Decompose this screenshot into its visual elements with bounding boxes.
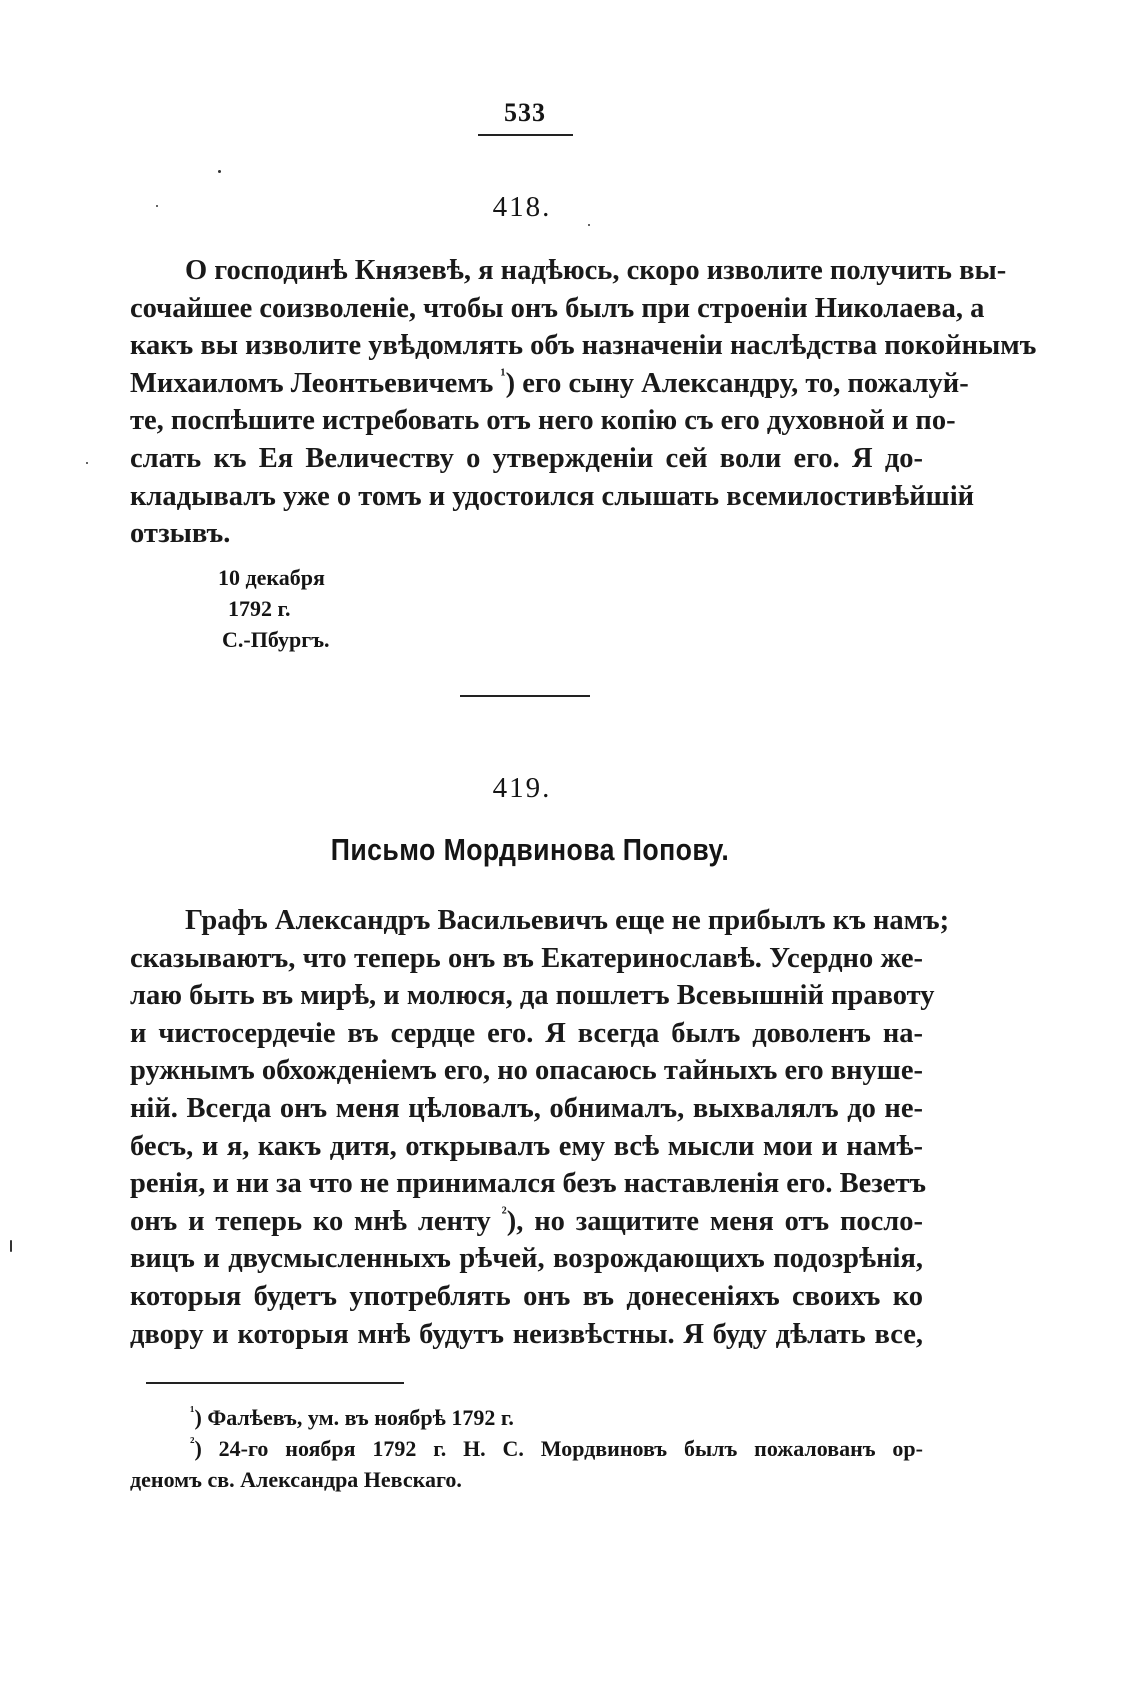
text-line: те, поспѣшите истребовать отъ него копію съ его духовной и по- bbox=[130, 405, 956, 437]
text-line bbox=[130, 1203, 923, 1241]
footnote-ref-1: ¹ bbox=[500, 364, 506, 384]
footnote-2-continuation: деномъ св. Александра Невскаго. bbox=[130, 1467, 462, 1492]
text-fragment: ) его сыну Александру, то, пожалуй- bbox=[505, 367, 969, 399]
scan-speck bbox=[218, 170, 221, 173]
text-line: Графъ Александръ Васильевичъ еще не прибылъ къ намъ; bbox=[185, 905, 950, 936]
text-fragment: Михаиломъ Леонтьевичемъ bbox=[130, 367, 494, 399]
date-year: 1792 г. bbox=[228, 596, 291, 621]
text-line: какъ вы изволите увѣдомлять объ назначеніи наслѣдства покойнымъ bbox=[130, 330, 1037, 362]
text-line: лаю быть въ мирѣ, и молюся, да пошлетъ Всевышній правоту bbox=[130, 980, 935, 1012]
text-line: отзывъ. bbox=[130, 518, 231, 550]
text-line: О господинѣ Князевѣ, я надѣюсь, скоро изволите получить вы- bbox=[185, 255, 1007, 286]
section-divider bbox=[460, 695, 590, 697]
letter-419-body bbox=[130, 902, 950, 1353]
footnote-2-text: ) 24-го ноября 1792 г. Н. С. Мордвиновъ былъ пожалованъ ор- bbox=[194, 1436, 923, 1461]
text-line: которыя будетъ употреблять онъ въ донесеніяхъ своихъ ко bbox=[130, 1280, 923, 1312]
letter-419-title: Письмо Мордвинова Попову. bbox=[330, 832, 730, 867]
scan-speck bbox=[10, 1240, 12, 1252]
entry-number-419: 419. bbox=[492, 772, 552, 804]
footnote-2 bbox=[130, 1433, 923, 1464]
text-line: кладывалъ уже о томъ и удостоился слышать всемилостивѣйшій bbox=[130, 480, 975, 512]
page-number: 533 bbox=[504, 98, 546, 127]
entry-number-418: 418. bbox=[492, 191, 552, 223]
text-line: ренія, и ни за что не принимался безъ наставленія его. Везетъ bbox=[130, 1168, 926, 1200]
text-line: двору и которыя мнѣ будутъ неизвѣстны. Я буду дѣлать все, bbox=[130, 1318, 923, 1350]
text-line: и чистосердечіе въ сердце его. Я всегда былъ доволенъ на- bbox=[130, 1017, 923, 1049]
date-place: С.-Пбургъ. bbox=[222, 627, 330, 652]
footnote-1-text: ) Фалѣевъ, ум. въ ноябрѣ 1792 г. bbox=[194, 1405, 514, 1430]
scan-speck bbox=[156, 205, 158, 207]
text-line: вицъ и двусмысленныхъ рѣчей, возрождающихъ подозрѣнія, bbox=[130, 1243, 923, 1275]
scan-speck bbox=[588, 224, 590, 226]
text-line: ружнымъ обхожденіемъ его, но опасаюсь тайныхъ его внуше- bbox=[130, 1055, 923, 1087]
text-line: бесъ, и я, какъ дитя, открывалъ ему всѣ мысли мои и намѣ- bbox=[130, 1130, 923, 1162]
footnotes bbox=[130, 1402, 923, 1495]
text-fragment: ), но защитите меня отъ посло- bbox=[506, 1205, 924, 1237]
footnote-1 bbox=[130, 1402, 923, 1433]
footnote-ref-2: ² bbox=[501, 1202, 507, 1222]
footnote-mark-2: ² bbox=[190, 1435, 195, 1451]
text-line: ній. Всегда онъ меня цѣловалъ, обнималъ, выхвалялъ до не- bbox=[130, 1092, 923, 1124]
letter-418-date bbox=[216, 562, 416, 655]
footnote-mark-1: ¹ bbox=[190, 1404, 195, 1420]
text-line: слать къ Ея Величеству о утвержденіи сей воли его. Я до- bbox=[130, 442, 923, 474]
date-day: 10 декабря bbox=[218, 565, 325, 590]
page-number-rule bbox=[478, 134, 573, 136]
text-line bbox=[130, 364, 969, 403]
footnote-separator bbox=[146, 1382, 404, 1384]
text-line: сочайшее соизволеніе, чтобы онъ былъ при строеніи Николаева, а bbox=[130, 292, 985, 324]
scan-speck bbox=[86, 462, 88, 464]
letter-418-body bbox=[130, 252, 1037, 553]
text-fragment: онъ и теперь ко мнѣ ленту bbox=[130, 1205, 491, 1237]
text-line: сказываютъ, что теперь онъ въ Екатеринославѣ. Усердно же- bbox=[130, 942, 923, 974]
